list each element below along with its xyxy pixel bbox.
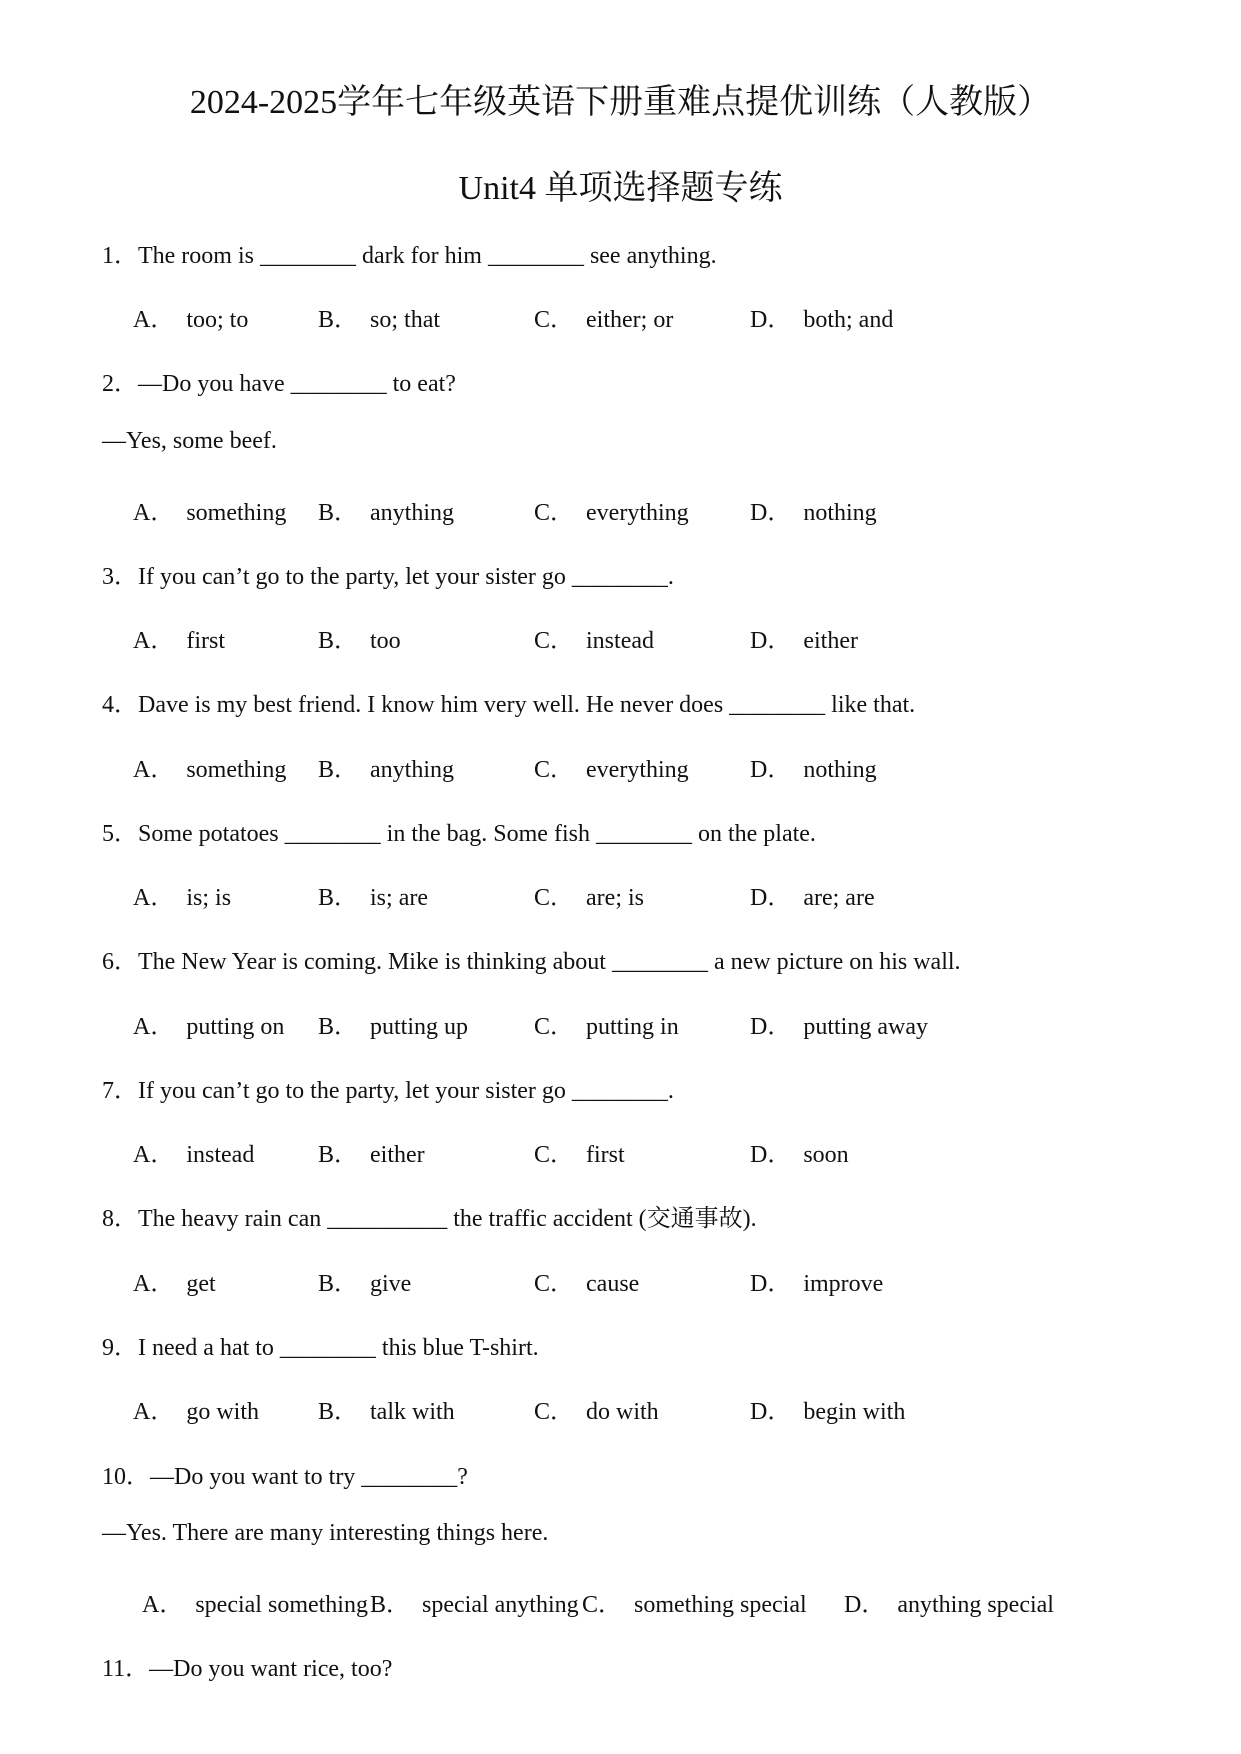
option-d: D． nothing — [750, 500, 877, 526]
option-b: B． too — [318, 628, 401, 654]
option-b: B． give — [318, 1271, 412, 1297]
question-1-stem: 1．The room is ________ dark for him ________ see anything. — [102, 243, 717, 269]
option-c: C． something special — [582, 1592, 807, 1618]
option-d: D． putting away — [750, 1014, 928, 1040]
question-4-stem: 4．Dave is my best friend. I know him very well. He never does ________ like that. — [102, 692, 916, 718]
question-9-stem: 9．I need a hat to ________ this blue T-shirt. — [102, 1335, 539, 1361]
page-subtitle: Unit4 单项选择题专练 — [458, 170, 783, 207]
option-b: B． either — [318, 1142, 425, 1168]
option-c: C． do with — [534, 1399, 659, 1425]
option-a: A． special something — [142, 1592, 368, 1618]
question-3-stem: 3．If you can’t go to the party, let your sister go ________. — [102, 564, 674, 590]
question-11-stem: 11．—Do you want rice, too? — [102, 1656, 393, 1682]
option-a: A． something — [133, 500, 287, 526]
option-a: A． something — [133, 757, 287, 783]
question-5-stem: 5．Some potatoes ________ in the bag. Some fish ________ on the plate. — [102, 821, 816, 847]
option-d: D． soon — [750, 1142, 849, 1168]
option-b: B． so; that — [318, 307, 441, 333]
option-a: A． putting on — [133, 1014, 285, 1040]
option-d: D． are; are — [750, 885, 875, 911]
option-a: A． first — [133, 628, 226, 654]
option-a: A． too; to — [133, 307, 249, 333]
option-b: B． anything — [318, 757, 455, 783]
question-6-stem: 6．The New Year is coming. Mike is thinking about ________ a new picture on his wall. — [102, 949, 961, 975]
option-c: C． everything — [534, 500, 689, 526]
option-d: D． either — [750, 628, 858, 654]
option-d: D． begin with — [750, 1399, 906, 1425]
option-b: B． putting up — [318, 1014, 469, 1040]
option-b: B． special anything — [370, 1592, 579, 1618]
option-c: C． everything — [534, 757, 689, 783]
question-2-answer-line: —Yes, some beef. — [102, 428, 277, 454]
option-a: A． get — [133, 1271, 216, 1297]
option-c: C． instead — [534, 628, 654, 654]
option-c: C． first — [534, 1142, 625, 1168]
option-b: B． anything — [318, 500, 455, 526]
question-2-stem: 2．—Do you have ________ to eat? — [102, 371, 456, 397]
option-a: A． is; is — [133, 885, 232, 911]
option-d: D． anything special — [844, 1592, 1054, 1618]
option-d: D． improve — [750, 1271, 884, 1297]
question-7-stem: 7．If you can’t go to the party, let your sister go ________. — [102, 1078, 674, 1104]
option-c: C． either; or — [534, 307, 674, 333]
option-a: A． instead — [133, 1142, 255, 1168]
option-b: B． is; are — [318, 885, 428, 911]
page-title: 2024-2025学年七年级英语下册重难点提优训练（人教版） — [189, 84, 1052, 121]
option-c: C． cause — [534, 1271, 640, 1297]
question-10-answer-line: —Yes. There are many interesting things here. — [102, 1520, 549, 1546]
question-8-stem: 8．The heavy rain can __________ the traffic accident (交通事故). — [102, 1206, 757, 1232]
option-d: D． both; and — [750, 307, 894, 333]
option-d: D． nothing — [750, 757, 877, 783]
option-b: B． talk with — [318, 1399, 455, 1425]
option-a: A． go with — [133, 1399, 260, 1425]
option-c: C． putting in — [534, 1014, 679, 1040]
option-c: C． are; is — [534, 885, 644, 911]
question-10-stem: 10．—Do you want to try ________? — [102, 1464, 468, 1490]
